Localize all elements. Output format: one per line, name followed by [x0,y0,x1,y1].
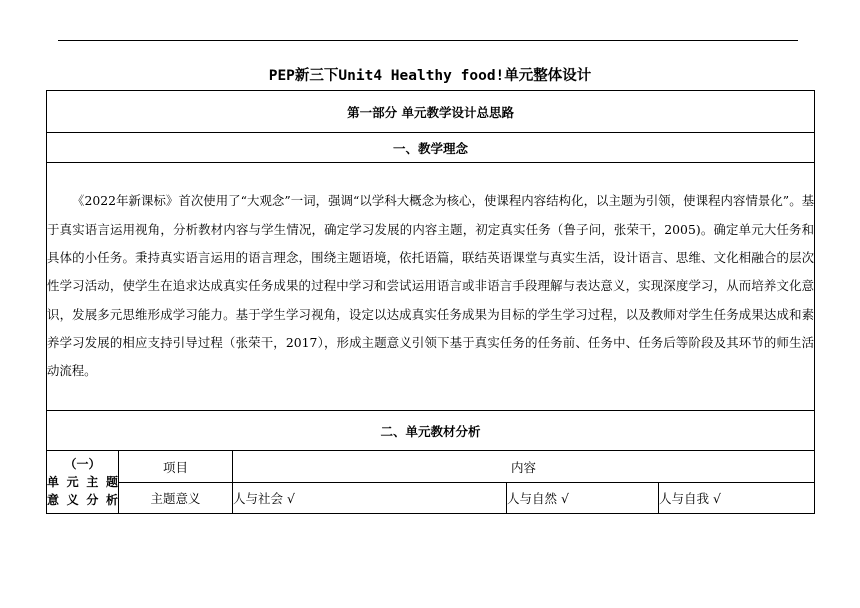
section-two-heading: 二、单元教材分析 [47,411,815,451]
section-one-heading: 一、教学理念 [47,133,815,163]
unit-theme-analysis-label [47,451,119,514]
document-title: PEP新三下Unit4 Healthy food!单元整体设计 [268,68,592,84]
column-header-item: 项目 [119,451,233,483]
row-label-theme-meaning: 主题意义 [119,483,233,514]
side-label-number: （一） [64,457,101,471]
teaching-philosophy-paragraph: 《2022年新课标》首次使用了“大观念”一词，强调“以学科大概念为核心，使课程内容结构化，以主题为引领，使课程内容情景化”。基于真实语言运用视角，分析教材内容与学生情况，确定学习发展的内容主题，初定真实任务（鲁子问，张荣干，2005)。确定单元大任务和具体的小任务。秉持真实语言运用的语言理念，围绕主题语境，依托语篇，联结英语课堂与真实生活，设计语言、思维、文化相融合的层次性学习活动，使学生在追求达成真实任务成果的过程中学习和尝试运用语言或非语言手段理解与表达意义，实现深度学习，从而培养文化意识，发展多元思维形成学习能力。基于学生学习视角，设定以达成真实任务成果为目标的学生学习过程，以及教师对学生任务成果达成和素养学习发展的相应支持引导过程（张荣干，2017），形成主题意义引领下基于真实任务的任务前、任务中、任务后等阶段及其环节的师生活动流程。 [47,193,815,379]
side-label-line2: 单元主题 [47,475,118,489]
side-label-line3: 意义分析 [47,493,118,507]
cell-human-society: 人与社会 √ [233,483,507,514]
teaching-philosophy-cell [47,163,815,411]
cell-human-self: 人与自我 √ [659,483,815,514]
cell-human-nature: 人与自然 √ [507,483,659,514]
design-table [46,90,815,514]
part-one-heading: 第一部分 单元教学设计总思路 [47,91,815,133]
column-header-content: 内容 [233,451,815,483]
header-rule [58,40,798,41]
